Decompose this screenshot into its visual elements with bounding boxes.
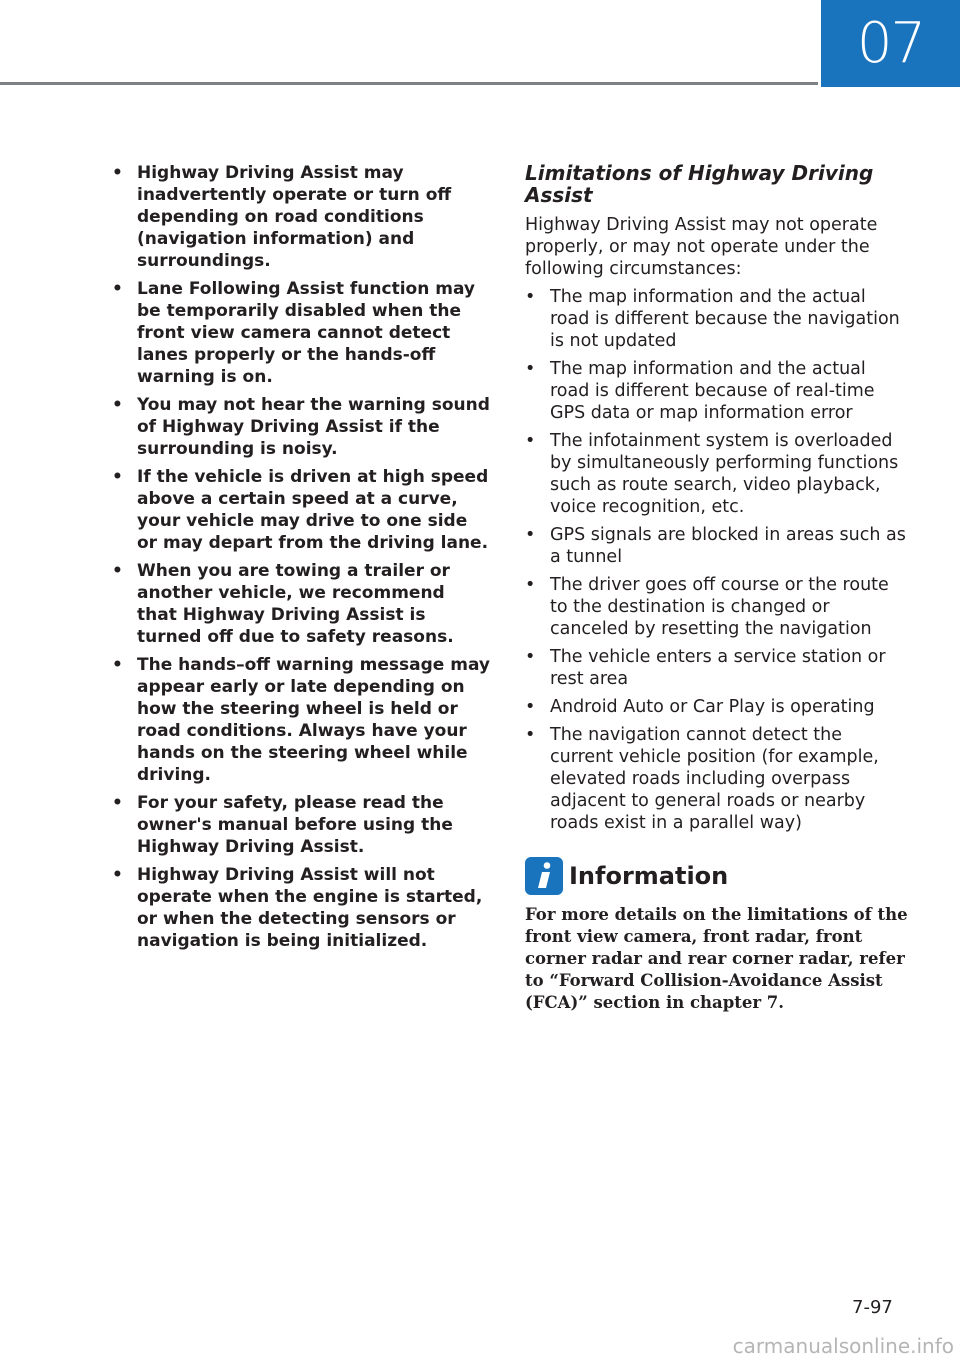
list-item: • Lane Following Assist function may be temporarily disabled when the front view camera cannot detect lanes properly or the hands-off warning is on. <box>112 278 490 388</box>
list-item: • For your safety, please read the owner's manual before using the Highway Driving Assist. <box>112 792 490 858</box>
header-rule <box>0 82 818 85</box>
list-item: • The driver goes off course or the route to the destination is changed or canceled by resetting the navigation <box>525 574 910 640</box>
list-item: • The map information and the actual road is different because of real-time GPS data or map information error <box>525 358 910 424</box>
info-header <box>525 856 910 896</box>
info-icon <box>525 857 563 895</box>
list-item: • You may not hear the warning sound of Highway Driving Assist if the surrounding is noisy. <box>112 394 490 460</box>
info-body: For more details on the limitations of the front view camera, front radar, front corner radar and rear corner radar, refer to “Forward Collision-Avoidance Assist (FCA)” section in chapter 7. <box>525 905 908 1012</box>
list-item: • Android Auto or Car Play is operating <box>525 696 910 718</box>
list-item: • GPS signals are blocked in areas such as a tunnel <box>525 524 910 568</box>
chapter-tab: 07 <box>821 0 960 87</box>
list-item: • Highway Driving Assist will not operate when the engine is started, or when the detecting sensors or navigation is being initialized. <box>112 864 490 952</box>
right-column <box>525 162 910 1031</box>
info-title: Information <box>569 862 729 890</box>
watermark: carmanualsonline.info <box>732 1334 954 1358</box>
limitations-list <box>525 286 910 834</box>
section-title: Limitations of Highway Driving Assist <box>525 161 874 207</box>
section-intro: Highway Driving Assist may not operate properly, or may not operate under the following circumstances: <box>525 215 878 279</box>
page-number: 7-97 <box>852 1297 893 1318</box>
left-column <box>112 162 490 958</box>
list-item: • Highway Driving Assist may inadvertently operate or turn off depending on road conditions (navigation information) and surroundings. <box>112 162 490 272</box>
list-item: • The navigation cannot detect the current vehicle position (for example, elevated roads including overpass adjacent to general roads or nearby roads exist in a parallel way) <box>525 724 910 834</box>
list-item: • If the vehicle is driven at high speed above a certain speed at a curve, your vehicle may drive to one side or may depart from the driving lane. <box>112 466 490 554</box>
list-item: • When you are towing a trailer or another vehicle, we recommend that Highway Driving Assist is turned off due to safety reasons. <box>112 560 490 648</box>
caution-list <box>112 162 490 952</box>
list-item: • The vehicle enters a service station or rest area <box>525 646 910 690</box>
list-item: • The map information and the actual road is different because the navigation is not updated <box>525 286 910 352</box>
list-item: • The hands–off warning message may appear early or late depending on how the steering wheel is held or road conditions. Always have your hands on the steering wheel while driving. <box>112 654 490 786</box>
list-item: • The infotainment system is overloaded by simultaneously performing functions such as route search, video playback, voice recognition, etc. <box>525 430 910 518</box>
